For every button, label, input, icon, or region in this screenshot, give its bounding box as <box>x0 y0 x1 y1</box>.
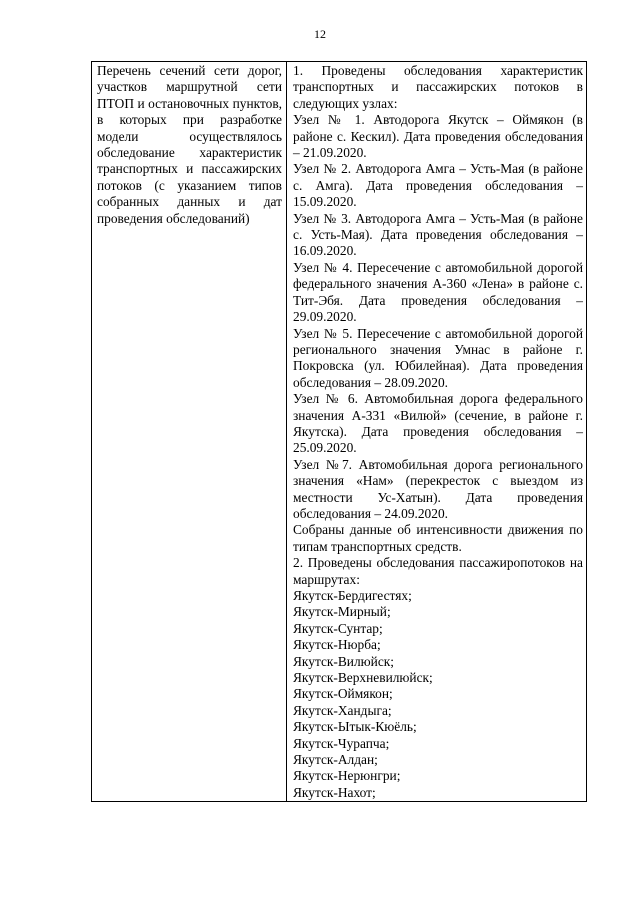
right-cell <box>287 62 587 802</box>
list-item: Якутск-Нахот; <box>293 784 376 800</box>
paragraph: Собраны данные об интенсивности движения по типам транспортных средств. <box>293 522 583 554</box>
left-cell <box>92 62 287 802</box>
list-item: Якутск-Мирный; <box>293 604 391 620</box>
list-item: Якутск-Алдан; <box>293 752 378 768</box>
table-row <box>92 62 587 802</box>
paragraph: Узел № 1. Автодорога Якутск – Оймякон (в районе с. Кескил). Дата проведения обследования – 21.09.2020. <box>293 112 583 161</box>
paragraph: Узел № 6. Автомобильная дорога федерального значения А-331 «Вилюй» (сечение, в районе г. Якутска). Дата проведения обследования – 25.09.2020. <box>293 391 583 456</box>
paragraph: 1. Проведены обследования характеристик транспортных и пассажирских потоков в следующих узлах: <box>293 63 583 111</box>
list-item: Якутск-Вилюйск; <box>293 653 394 669</box>
list-item: Якутск-Бердигестях; <box>293 588 412 603</box>
list-item: Якутск-Ытык-Кюёль; <box>293 719 417 735</box>
list-item: Якутск-Нюрба; <box>293 637 381 653</box>
paragraph: Узел №7. Автомобильная дорога регионального значения «Нам» (перекресток с выездом из местности Ус-Хатын). Дата проведения обследования – 24.09.2020. <box>293 456 583 521</box>
survey-table <box>91 61 587 802</box>
list-item: Якутск-Оймякон; <box>293 686 393 702</box>
paragraph: Узел № 2. Автодорога Амга – Усть-Мая (в районе с. Амга). Дата проведения обследования – 15.09.2020. <box>293 161 583 210</box>
list-item: Якутск-Верхневилюйск; <box>293 670 433 686</box>
list-item: Якутск-Нерюнгри; <box>293 768 401 784</box>
paragraph: 2. Проведены обследования пассажиропотоков на маршрутах: <box>293 555 583 587</box>
paragraph: Узел № 5. Пересечение с автомобильной дорогой регионального значения Умнас в районе г. Покровска (ул. Юбилейная). Дата проведения обследования – 28.09.2020. <box>293 325 583 390</box>
list-item: Якутск-Чурапча; <box>293 735 390 751</box>
paragraph: Узел № 3. Автодорога Амга – Усть-Мая (в районе с. Усть-Мая). Дата проведения обследования – 16.09.2020. <box>293 210 583 259</box>
list-item: Якутск-Хандыга; <box>293 702 392 718</box>
paragraph: Узел № 4. Пересечение с автомобильной дорогой федерального значения А-360 «Лена» в районе с. Тит-Эбя. Дата проведения обследования – 29.09.2020. <box>293 259 583 325</box>
list-item: Якутск-Сунтар; <box>293 620 383 636</box>
left-cell-text: Перечень сечений сети дорог, участков маршрутной сети ПТОП и остановочных пунктов, в которых при разработке модели осуществлялось обследование характеристик транспортных и пассажирских потоков (с указанием типов собранных данных и дат проведения обследований) <box>97 63 282 226</box>
page-number: 12 <box>314 27 326 41</box>
